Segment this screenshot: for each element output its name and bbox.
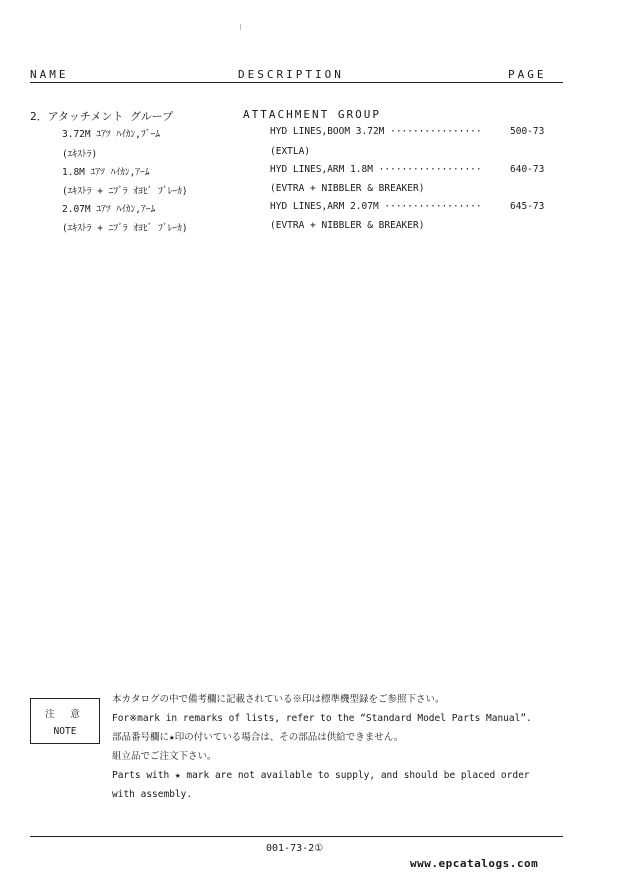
- scan-mark: [240, 24, 241, 30]
- item-description: (EXTLA): [270, 146, 311, 157]
- group-title-en: ATTACHMENT GROUP: [243, 108, 381, 121]
- item-description: (EVTRA + NIBBLER & BREAKER): [270, 183, 425, 194]
- item-description: HYD LINES,ARM 2.07M ·················: [270, 201, 482, 212]
- note-line: 本カタログの中で備考欄に記載されている※印は標準機型録をご参照下さい。: [112, 694, 445, 705]
- item-name: 2.07M ﾕｱﾂ ﾊｲｶﾝ,ｱｰﾑ: [62, 204, 156, 215]
- item-name: (ｴｷｽﾄﾗ): [62, 149, 98, 160]
- item-name: (ｴｷｽﾄﾗ + ﾆﾌﾞﾗ ｵﾖﾋﾞ ﾌﾞﾚｰｶ): [62, 186, 188, 197]
- watermark: www.epcatalogs.com: [410, 857, 539, 870]
- item-name: 3.72M ﾕｱﾂ ﾊｲｶﾝ,ﾌﾞｰﾑ: [62, 129, 161, 140]
- item-description: (EVTRA + NIBBLER & BREAKER): [270, 220, 425, 231]
- list-item: [0, 201, 625, 219]
- item-name: (ｴｷｽﾄﾗ + ﾆﾌﾞﾗ ｵﾖﾋﾞ ﾌﾞﾚｰｶ): [62, 223, 188, 234]
- list-item: [0, 126, 625, 144]
- footer-rule: [30, 836, 563, 837]
- note-line: For※mark in remarks of lists, refer to the “Standard Model Parts Manual”.: [112, 713, 532, 724]
- header-name: NAME: [30, 68, 69, 81]
- note-line: with assembly.: [112, 789, 193, 800]
- list-item: [0, 164, 625, 182]
- group-title-ja: 2．アタッチメント グループ: [30, 110, 174, 123]
- item-page: 500-73: [510, 126, 545, 137]
- item-page: 645-73: [510, 201, 545, 212]
- note-label-ja: 注 意: [45, 709, 85, 720]
- item-description: HYD LINES,BOOM 3.72M ················: [270, 126, 482, 137]
- note-line: 部品番号欄に★印の付いている場合は、その部品は供給できません。: [112, 732, 404, 743]
- note-box: [30, 698, 100, 744]
- header-page: PAGE: [508, 68, 547, 81]
- item-name: 1.8M ﾕｱﾂ ﾊｲｶﾝ,ｱｰﾑ: [62, 167, 150, 178]
- note-label-en: NOTE: [53, 726, 77, 737]
- list-item: [0, 183, 625, 201]
- item-page: 640-73: [510, 164, 545, 175]
- item-description: HYD LINES,ARM 1.8M ··················: [270, 164, 482, 175]
- page-code: 001-73-2①: [266, 843, 324, 854]
- note-text: [112, 690, 532, 804]
- list-item: [0, 146, 625, 164]
- header-description: DESCRIPTION: [238, 68, 344, 81]
- note-line: Parts with ★ mark are not available to supply, and should be placed order: [112, 770, 530, 781]
- note-line: 組立品でご注文下さい。: [112, 751, 217, 762]
- list-item: [0, 220, 625, 238]
- header-rule: [30, 82, 563, 83]
